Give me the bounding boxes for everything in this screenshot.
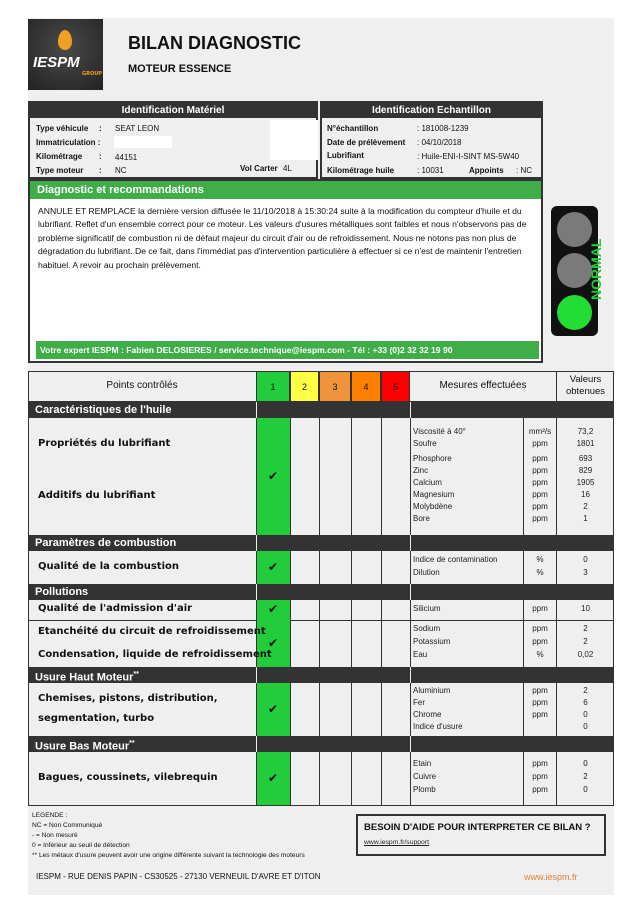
check-icon: ✔ [267,468,279,483]
divider [256,736,257,752]
grade-cell-3 [319,600,351,620]
measure-value: 1801 [576,439,595,448]
km-value: 44151 [115,153,138,162]
measure-name: Molybdène [413,502,453,511]
check-icon: ✔ [267,602,279,616]
echantillon-box [320,101,543,179]
measure-name: Phosphore [413,454,452,463]
measure-name: Indice d'usure [413,721,463,731]
grade-cell-3 [319,683,351,736]
legend-line: 0 = Inférieur au seuil de détection [32,842,130,849]
measure-unit: % [536,567,544,577]
control-point-label: Qualité de l'admission d'air [38,603,193,614]
legend [32,811,305,861]
check-icon: ✔ [267,701,279,716]
footer-address: IESPM - RUE DENIS PAPIN - CS30525 - 27130 VERNEUIL D'AVRE ET D'ITON [36,872,321,881]
lub-value: : Huile-ENI-I-SINT MS-5W40 [417,152,520,161]
divider [256,667,257,683]
divider [410,683,411,736]
grade-header-3: 3 [319,371,351,402]
measure-name: Etain [413,759,432,768]
num-value: : 181008-1239 [417,124,469,133]
grade-cell-2 [290,683,319,736]
measure-unit: ppm [532,637,548,646]
measures-header: Mesures effectuées [439,380,527,391]
measure-value: 0 [583,785,588,794]
section-header [28,402,614,418]
legend-line: - = Non mesuré [32,832,78,839]
measure-value: 0 [583,554,588,564]
divider [410,551,411,584]
oil-drop-icon [58,30,72,50]
logo-sub: GROUP [82,71,102,77]
control-point-label: Bagues, coussinets, vilebrequin [38,771,218,783]
measure-name: Viscosité à 40° [413,427,466,436]
measure-name: Chrome [413,709,442,719]
check-icon: ✔ [267,770,279,785]
grade-cell-3 [319,418,351,535]
control-point-label: Additifs du lubrifiant [38,490,156,501]
grade-header-2: 2 [290,371,319,402]
values-header: Valeurs obtenues [556,371,614,402]
section-footnote-mark: ** [129,740,135,747]
measure-name: Plomb [413,785,436,794]
section-header [28,667,614,683]
measure-unit: ppm [532,685,548,695]
redacted-area [270,120,318,160]
measure-value: 2 [583,637,588,646]
measure-unit: ppm [532,624,548,633]
measure-value: 693 [578,454,593,463]
measure-unit: ppm [532,709,548,719]
measure-value: 1905 [576,478,595,487]
measure-unit: ppm [532,466,548,475]
materiel-title: Identification Matériel [30,103,316,118]
diagnostic-title: Diagnostic et recommandations [30,181,541,199]
grade-cell-2 [290,551,319,584]
measure-unit: ppm [532,439,548,448]
divider [410,584,411,600]
measure-unit: ppm [532,772,548,781]
divider [410,402,411,418]
grade-cell-2 [290,752,319,805]
divider [410,535,411,551]
control-point-label: Propriétés du lubrifiant [38,438,171,449]
section-footnote-mark: ** [133,671,139,678]
vol-carter-label: Vol Carter [240,164,278,173]
type-vehicule-value: SEAT LEON [115,124,160,133]
measure-name: Aluminium [413,685,451,695]
expert-contact: Votre expert IESPM : Fabien DELOSIERES / service.technique@iespm.com - Tél : +33 (0)2 32 32 19 90 [36,341,539,359]
grade-cell-2 [290,600,319,620]
date-label: Date de prélèvement [327,138,406,147]
legend-line: ** Les métaux d'usure peuvent avoir une origine différente suivant la technologie des moteurs [32,852,305,859]
page-title: BILAN DIAGNOSTIC [128,33,301,53]
sep: : [99,124,102,133]
check-icon: ✔ [267,635,279,650]
measure-unit: ppm [532,454,548,463]
grade-cell-5 [381,600,410,620]
kmh-value: : 10031 [417,166,444,175]
measure-name: Silicium [413,604,441,613]
control-point-label: segmentation, turbo [38,713,155,724]
diagnostic-text: ANNULE ET REMPLACE la dernière version diffusée le 11/10/2018 à 15:30:24 suite à la modification du compteur d'huile et du lubrifiant. Reflet d'un ensemble correct pour ce moteur. Les valeurs d'usures métalliques sont faibles et nous n'observons pas de problème significatif de combustion ni de défaut majeur du circuit d'air ou de refroidissement. Nous ne notons pas non plus de dégradation du lubrifiant. De ce fait, dans l'immédiat pas d'intervention particulière à effectuer si ce n'est de maintenir l'entretien habituel. A revoir au prochain prélèvement. [38,206,527,270]
orange-lamp-off [557,253,592,288]
immat-label: Immatriculation : [36,138,101,147]
status-label: NORMAL [588,238,604,300]
measure-name: Cuivre [413,772,437,781]
grade-cell-2 [290,620,319,667]
echantillon-title: Identification Echantillon [322,103,541,118]
grade-cell-4 [351,752,381,805]
points-header: Points contrôlés [106,380,178,391]
measure-unit: ppm [532,759,548,768]
diagnostic-box [28,179,543,363]
grade-header-5: 5 [381,371,410,402]
type-vehicule-label: Type véhicule [36,124,89,133]
num-label: N°échantillon [327,124,379,133]
grade-cell-5 [381,683,410,736]
divider [410,667,411,683]
appoints-value: : NC [516,166,532,175]
measure-name: Indice de contamination [413,554,498,564]
section-title: Paramètres de combustion [35,537,177,549]
measure-unit: ppm [532,478,548,487]
control-point-label: Chemises, pistons, distribution, [38,693,218,704]
measure-value: 2 [583,772,588,781]
kmh-label: Kilométrage huile [327,166,395,175]
measure-name: Magnesium [413,490,455,499]
grade-cell-3 [319,551,351,584]
sep: : [99,152,102,161]
divider [410,600,411,620]
help-box [356,814,606,856]
appoints-label: Appoints [469,166,504,175]
measure-value: 0 [583,721,588,731]
grade-cell-4 [351,620,381,667]
measure-unit: ppm [532,514,548,523]
measure-unit: % [536,554,544,564]
section-title: Usure Bas Moteur [35,740,130,753]
measure-name: Fer [413,697,425,707]
measure-unit: mm²/s [528,427,552,436]
grade-cell-4 [351,418,381,535]
immat-value-redacted [114,136,172,148]
measure-value: 10 [581,604,590,613]
grade-cell-5 [381,752,410,805]
measure-value: 829 [578,466,593,475]
grade-cell-4 [351,551,381,584]
control-point-label: Qualité de la combustion [38,560,179,572]
measure-value: 2 [583,685,588,695]
vol-carter-value: 4L [283,164,292,173]
grade-cell-4 [351,683,381,736]
grade-cell-3 [319,752,351,805]
measure-name: Potassium [413,637,451,646]
measure-unit: % [536,650,544,659]
measure-name: Dilution [413,567,440,577]
legend-line: NC = Non Communiqué [32,822,103,829]
divider [410,752,411,805]
table-bottom-border [28,805,614,806]
grade-cell-5 [381,418,410,535]
grade-cell-4 [351,600,381,620]
measure-value: 0 [583,709,588,719]
lub-label: Lubrifiant [327,151,364,160]
measure-value: 16 [581,490,590,499]
section-title: Usure Haut Moteur [35,671,134,684]
green-lamp-on [557,295,592,330]
logo-text: IESPM [33,54,80,71]
control-point-label: Condensation, liquide de refroidissement [38,649,272,660]
date-value: : 04/10/2018 [417,138,462,147]
measure-name: Calcium [413,478,442,487]
measure-unit: ppm [532,502,548,511]
divider [256,535,257,551]
red-lamp-off [557,212,592,247]
grade-cell-5 [381,551,410,584]
materiel-box [28,101,318,179]
km-label: Kilométrage [36,152,83,161]
moteur-value: NC [115,166,127,175]
divider [410,620,411,667]
sep: : [99,166,102,175]
measure-unit: ppm [532,490,548,499]
divider [410,736,411,752]
website-link[interactable]: www.iespm.fr [524,872,578,882]
measure-name: Soufre [413,439,437,448]
divider [256,584,257,600]
measure-value: 1 [583,514,588,523]
measure-value: 0,02 [577,650,594,659]
help-title: BESOIN D'AIDE POUR INTERPRETER CE BILAN ? [364,822,591,833]
measure-unit: ppm [532,697,548,707]
grade-cell-2 [290,418,319,535]
grade-header-4: 4 [351,371,381,402]
grade-header-1: 1 [256,371,290,402]
measure-name: Zinc [413,466,429,475]
control-point-label: Etanchéité du circuit de refroidissement [38,626,266,637]
section-header [28,736,614,752]
measure-name: Sodium [413,624,441,633]
section-header [28,584,614,600]
measure-name: Eau [413,650,428,659]
measure-value: 2 [583,502,588,511]
support-link[interactable]: www.iespm.fr/support [364,839,429,846]
check-icon: ✔ [267,559,279,574]
grade-cell-5 [381,620,410,667]
section-title: Caractéristiques de l'huile [35,404,172,416]
measure-value: 2 [583,624,588,633]
divider [410,418,411,535]
section-header [28,535,614,551]
measure-unit: ppm [532,785,548,794]
legend-title: LEGENDE : [32,812,68,819]
section-title: Pollutions [35,586,89,598]
measure-value: 0 [583,759,588,768]
measure-unit: ppm [532,604,548,613]
divider [256,402,257,418]
page-subtitle: MOTEUR ESSENCE [128,63,232,75]
measure-name: Bore [413,514,430,523]
measure-value: 73,2 [577,427,594,436]
measure-value: 6 [583,697,588,707]
grade-cell-3 [319,620,351,667]
measure-value: 3 [583,567,588,577]
moteur-label: Type moteur [36,166,84,175]
